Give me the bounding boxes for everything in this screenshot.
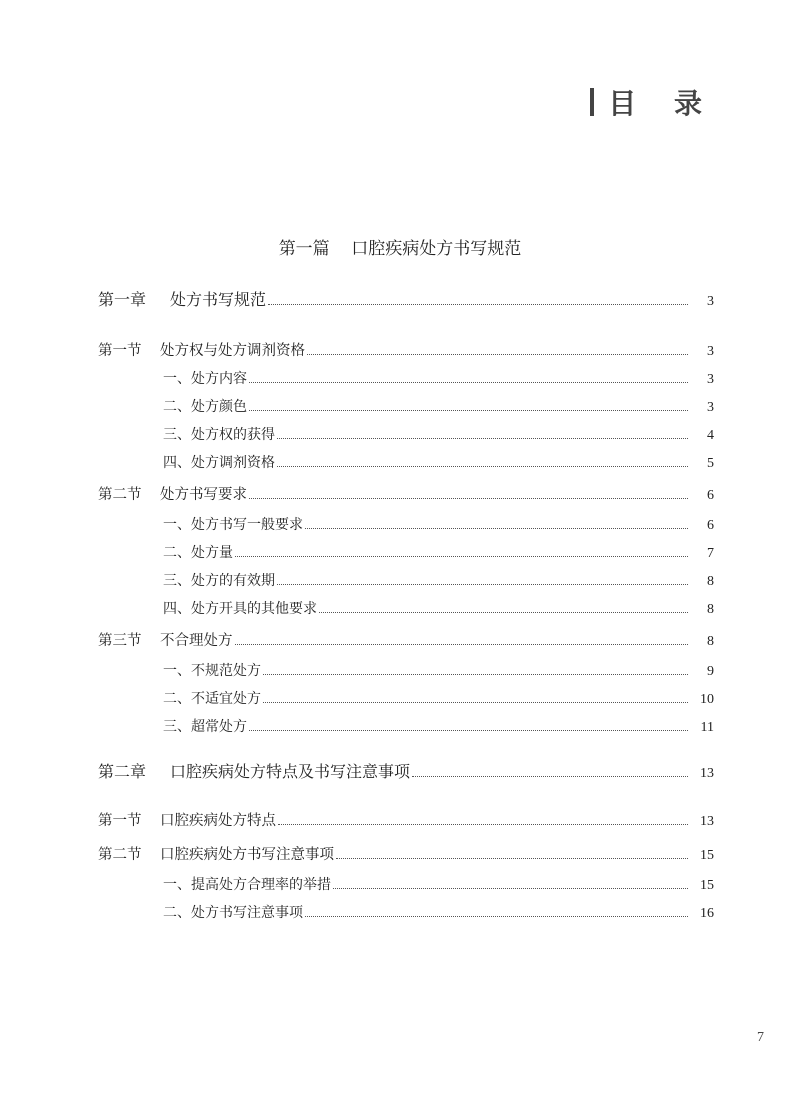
toc-entry-lead	[163, 542, 233, 562]
toc-entry-item[interactable]	[0, 512, 800, 534]
toc-entry-section[interactable]	[0, 338, 800, 360]
toc-entry-label: 第二节	[98, 487, 142, 503]
toc-entry-section[interactable]	[0, 842, 800, 864]
toc-entry-lead	[163, 368, 247, 388]
toc-entry-item[interactable]	[0, 686, 800, 708]
dot-leader	[412, 776, 688, 777]
toc-entry-page: 3	[707, 294, 714, 309]
dot-leader	[249, 730, 688, 731]
dot-leader	[235, 556, 688, 557]
toc-entry-label: 第二章	[98, 762, 147, 781]
toc-entry-lead	[163, 688, 261, 708]
dot-leader	[278, 824, 688, 825]
toc-entry-title: 一、处方内容	[163, 371, 247, 387]
toc-entry-title: 二、处方颜色	[163, 399, 247, 415]
toc-entry-lead	[163, 570, 275, 590]
toc-entry-lead	[98, 287, 266, 310]
toc-entry-page: 3	[707, 344, 714, 359]
toc-entry-lead	[163, 598, 317, 618]
toc-entry-section[interactable]	[0, 628, 800, 650]
toc-entry-chapter[interactable]	[0, 288, 800, 310]
toc-entry-page: 10	[700, 692, 714, 707]
toc-entry-page: 13	[700, 814, 714, 829]
toc-entry-item[interactable]	[0, 394, 800, 416]
dot-leader	[235, 644, 689, 645]
toc-entry-page: 15	[700, 848, 714, 863]
toc-entry-title: 四、处方调剂资格	[163, 455, 275, 471]
toc-heading	[590, 82, 716, 122]
dot-leader	[277, 584, 688, 585]
toc-entry-lead	[98, 843, 334, 864]
toc-entry-lead	[163, 874, 331, 894]
heading-accent-bar	[590, 88, 594, 116]
toc-entry-page: 16	[700, 906, 714, 921]
toc-entry-title: 处方书写规范	[170, 290, 267, 309]
toc-entry-lead	[98, 759, 410, 782]
dot-leader	[249, 382, 688, 383]
toc-entry-lead	[163, 424, 275, 444]
toc-entry-item[interactable]	[0, 540, 800, 562]
toc-entry-label: 第二节	[98, 847, 142, 863]
toc-entry-title: 二、处方书写注意事项	[163, 905, 303, 921]
toc-entry-page: 13	[700, 766, 714, 781]
toc-entry-item[interactable]	[0, 872, 800, 894]
dot-leader	[277, 438, 688, 439]
toc-entry-title: 口腔疾病处方书写注意事项	[160, 847, 334, 863]
dot-leader	[268, 304, 688, 305]
dot-leader	[249, 410, 688, 411]
toc-entry-title: 处方书写要求	[160, 487, 247, 503]
toc-entry-lead	[163, 902, 303, 922]
toc-entry-lead	[163, 716, 247, 736]
toc-entry-chapter[interactable]	[0, 760, 800, 782]
dot-leader	[305, 916, 688, 917]
toc-entry-page: 11	[700, 720, 714, 735]
toc-entry-page: 8	[707, 602, 714, 617]
toc-entry-section[interactable]	[0, 808, 800, 830]
toc-entry-title: 一、不规范处方	[163, 663, 261, 679]
dot-leader	[263, 702, 688, 703]
toc-entry-page: 6	[707, 518, 714, 533]
toc-entry-label: 第一节	[98, 813, 142, 829]
toc-entry-item[interactable]	[0, 900, 800, 922]
toc-entry-page: 8	[707, 574, 714, 589]
dot-leader	[249, 498, 688, 499]
toc-entry-label: 第一节	[98, 343, 142, 359]
toc-entry-title: 三、处方的有效期	[163, 573, 275, 589]
toc-entry-page: 3	[707, 372, 714, 387]
toc-entry-title: 二、处方量	[163, 545, 233, 561]
toc-entry-page: 5	[707, 456, 714, 471]
toc-entry-lead	[163, 452, 275, 472]
toc-entry-section[interactable]	[0, 482, 800, 504]
toc-entry-item[interactable]	[0, 450, 800, 472]
toc-entry-label: 第三节	[98, 633, 142, 649]
toc-entry-page: 4	[707, 428, 714, 443]
toc-entry-title: 口腔疾病处方特点及书写注意事项	[170, 762, 411, 781]
toc-entry-page: 9	[707, 664, 714, 679]
toc-entry-lead	[98, 629, 233, 650]
toc-entry-title: 一、处方书写一般要求	[163, 517, 303, 533]
dot-leader	[305, 528, 688, 529]
toc-entry-page: 8	[707, 634, 714, 649]
dot-leader	[263, 674, 688, 675]
toc-entry-label: 第一章	[98, 290, 147, 309]
dot-leader	[333, 888, 688, 889]
toc-entry-item[interactable]	[0, 596, 800, 618]
toc-entry-title: 不合理处方	[160, 633, 233, 649]
toc-entry-item[interactable]	[0, 366, 800, 388]
toc-entry-lead	[98, 339, 305, 360]
toc-entry-title: 二、不适宜处方	[163, 691, 261, 707]
toc-heading-text: 目 录	[608, 87, 716, 120]
toc-entry-item[interactable]	[0, 658, 800, 680]
toc-entry-title: 处方权与处方调剂资格	[160, 343, 305, 359]
toc-entry-page: 6	[707, 488, 714, 503]
dot-leader	[336, 858, 688, 859]
dot-leader	[307, 354, 688, 355]
toc-entry-title: 四、处方开具的其他要求	[163, 601, 317, 617]
toc-entry-title: 口腔疾病处方特点	[160, 813, 276, 829]
toc-entry-item[interactable]	[0, 422, 800, 444]
toc-entry-title: 三、超常处方	[163, 719, 247, 735]
toc-entry-item[interactable]	[0, 568, 800, 590]
toc-entry-page: 7	[707, 546, 714, 561]
toc-entry-item[interactable]	[0, 714, 800, 736]
toc-entry-lead	[163, 660, 261, 680]
toc-entry-lead	[163, 396, 247, 416]
page-number: 7	[757, 1030, 764, 1045]
toc-entry-lead	[98, 483, 247, 504]
toc-entry-page: 15	[700, 878, 714, 893]
toc-entry-page: 3	[707, 400, 714, 415]
toc-entry-lead	[163, 514, 303, 534]
toc-entry-lead	[98, 809, 276, 830]
dot-leader	[319, 612, 688, 613]
toc-entry-title: 三、处方权的获得	[163, 427, 275, 443]
dot-leader	[277, 466, 688, 467]
toc-entry-title: 一、提高处方合理率的举措	[163, 877, 331, 893]
part-title: 第一篇 口腔疾病处方书写规范	[278, 239, 522, 259]
